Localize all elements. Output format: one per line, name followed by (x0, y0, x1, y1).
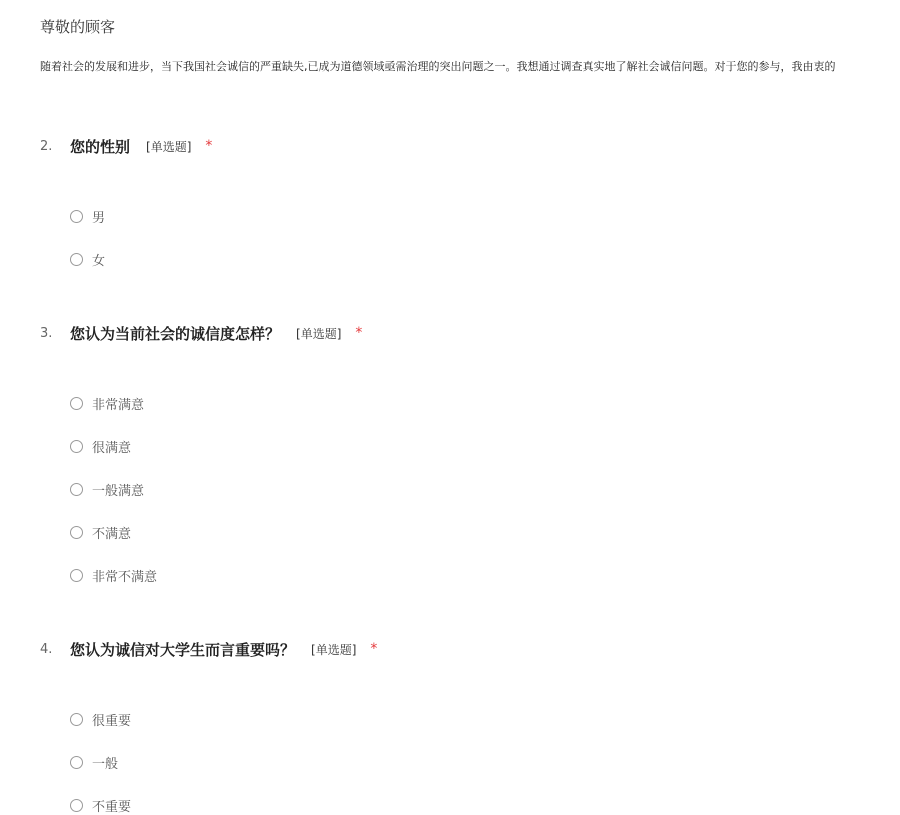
question-title-row (40, 637, 377, 661)
survey-greeting: 尊敬的顾客 (40, 18, 116, 36)
option-label: 男 (92, 210, 106, 226)
question-text: 您认为当前社会的诚信度怎样？ (70, 324, 281, 343)
question-type-tag: [单选题] (311, 642, 357, 657)
radio-circle-icon[interactable] (70, 397, 83, 410)
radio-option-not-important[interactable] (70, 795, 131, 815)
radio-option-satisfied[interactable] (70, 436, 131, 456)
question-type-tag: [单选题] (146, 139, 192, 154)
radio-option-fairly-satisfied[interactable] (70, 479, 144, 499)
question-text: 您认为诚信对大学生而言重要吗？ (70, 640, 296, 659)
radio-circle-icon[interactable] (70, 440, 83, 453)
question-title-row (40, 134, 212, 158)
required-mark: * (355, 325, 363, 341)
radio-circle-icon[interactable] (70, 210, 83, 223)
radio-option-dissatisfied[interactable] (70, 522, 131, 542)
radio-option-male[interactable] (70, 206, 105, 226)
option-label: 非常满意 (92, 397, 145, 413)
radio-option-very-satisfied[interactable] (70, 393, 144, 413)
required-mark: * (370, 641, 378, 657)
option-label: 不满意 (92, 526, 132, 542)
option-label: 女 (92, 253, 106, 269)
question-type-tag: [单选题] (296, 326, 342, 341)
radio-option-female[interactable] (70, 249, 105, 269)
radio-option-average[interactable] (70, 752, 118, 772)
option-label: 非常不满意 (92, 569, 158, 585)
radio-option-very-important[interactable] (70, 709, 131, 729)
radio-circle-icon[interactable] (70, 483, 83, 496)
question-number: 3. (40, 325, 53, 341)
radio-circle-icon[interactable] (70, 569, 83, 582)
radio-circle-icon[interactable] (70, 799, 83, 812)
question-number: 4. (40, 641, 53, 657)
radio-circle-icon[interactable] (70, 713, 83, 726)
required-mark: * (205, 138, 213, 154)
question-number: 2. (40, 138, 53, 154)
question-title-row (40, 321, 362, 345)
radio-circle-icon[interactable] (70, 253, 83, 266)
option-label: 很重要 (92, 713, 132, 729)
radio-circle-icon[interactable] (70, 526, 83, 539)
radio-circle-icon[interactable] (70, 756, 83, 769)
survey-intro: 随着社会的发展和进步，当下我国社会诚信的严重缺失,已成为道德领域亟需治理的突出问题之一。我想通过调查真实地了解社会诚信问题。对于您的参与，我由衷的 (40, 60, 836, 73)
option-label: 一般满意 (92, 483, 145, 499)
option-label: 很满意 (92, 440, 132, 456)
radio-option-very-dissatisfied[interactable] (70, 565, 157, 585)
option-label: 不重要 (92, 799, 132, 815)
question-text: 您的性别 (70, 137, 131, 156)
option-label: 一般 (92, 756, 119, 772)
